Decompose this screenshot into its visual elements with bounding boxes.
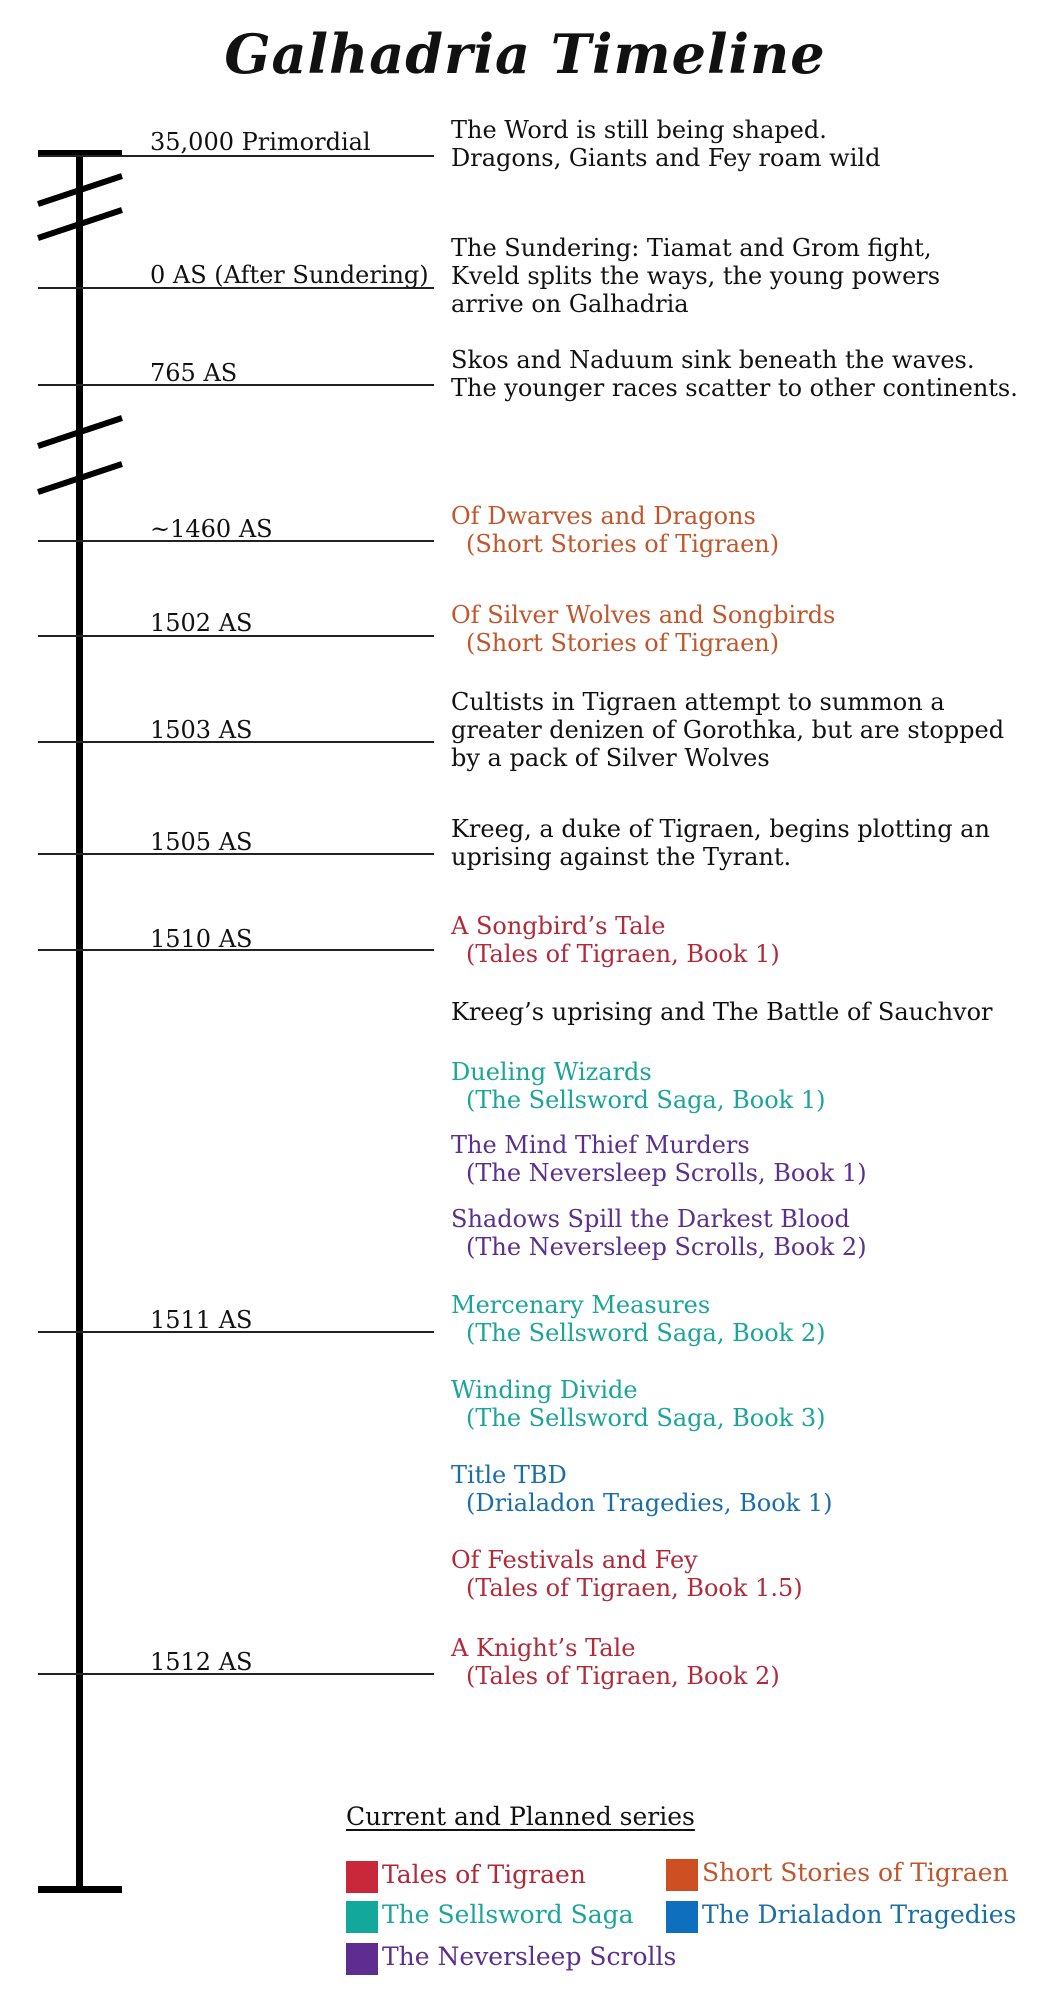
timeline-spine <box>76 150 83 1890</box>
event-line: The Sundering: Tiamat and Grom fight, <box>451 234 932 262</box>
legend-item-neversleep-scrolls <box>346 1941 676 1975</box>
date-label: 1510 AS <box>150 925 253 953</box>
event-series: (Tales of Tigraen, Book 1) <box>466 940 780 968</box>
legend-item-sellsword-saga <box>346 1899 634 1933</box>
event-winding-divide <box>451 1376 825 1432</box>
event-line: The younger races scatter to other continents. <box>451 374 1018 402</box>
event-title: The Mind Thief Murders <box>451 1131 750 1159</box>
event-title: A Knight’s Tale <box>451 1634 636 1662</box>
legend-item-drialadon-tragedies <box>666 1899 1016 1933</box>
event-line: Kveld splits the ways, the young powers <box>451 262 941 290</box>
event-title: Winding Divide <box>451 1376 638 1404</box>
legend-label: Short Stories of Tigraen <box>702 1858 1009 1887</box>
page-title: Galhadria Timeline <box>224 22 826 86</box>
event-line: greater denizen of Gorothka, but are stopped <box>451 716 1005 744</box>
event-of-festivals-and-fey <box>451 1546 803 1602</box>
event-title: Of Silver Wolves and Songbirds <box>451 601 836 629</box>
legend-heading: Current and Planned series <box>346 1802 695 1831</box>
legend-swatch <box>346 1861 378 1893</box>
date-label: 1505 AS <box>150 828 253 856</box>
date-label: ~1460 AS <box>150 515 273 543</box>
event-title: Title TBD <box>451 1461 567 1489</box>
event-series: (Drialadon Tragedies, Book 1) <box>466 1489 833 1517</box>
legend-item-tales-of-tigraen <box>346 1859 586 1893</box>
event-line: Cultists in Tigraen attempt to summon a <box>451 688 945 716</box>
event-line: arrive on Galhadria <box>451 290 689 318</box>
event-cultists <box>451 688 1004 772</box>
event-of-dwarves-and-dragons <box>451 502 779 558</box>
legend-swatch <box>666 1859 698 1891</box>
event-series: (The Neversleep Scrolls, Book 1) <box>466 1159 867 1187</box>
legend-swatch <box>346 1943 378 1975</box>
event-title-tbd <box>451 1461 832 1517</box>
event-series: (Short Stories of Tigraen) <box>466 530 780 558</box>
event-series: (The Sellsword Saga, Book 1) <box>466 1086 826 1114</box>
timeline-bottom-cap <box>38 1886 122 1893</box>
legend-label: The Neversleep Scrolls <box>382 1942 677 1971</box>
date-label: 1511 AS <box>150 1306 253 1334</box>
event-kreeg-plotting <box>451 815 990 871</box>
event-skos-naduum <box>451 346 1018 402</box>
date-label: 0 AS (After Sundering) <box>150 261 429 289</box>
event-primordial <box>451 116 880 172</box>
event-line: Kreeg, a duke of Tigraen, begins plotting an <box>451 815 990 843</box>
event-dueling-wizards <box>451 1058 825 1114</box>
event-of-silver-wolves-and-songbirds <box>451 601 835 657</box>
event-a-knights-tale <box>451 1634 780 1690</box>
event-line: Skos and Naduum sink beneath the waves. <box>451 346 975 374</box>
event-line: Dragons, Giants and Fey roam wild <box>451 144 881 172</box>
event-title: Of Festivals and Fey <box>451 1546 698 1574</box>
event-mercenary-measures <box>451 1291 825 1347</box>
event-line: The Word is still being shaped. <box>451 116 827 144</box>
date-label: 1503 AS <box>150 716 253 744</box>
event-title: Mercenary Measures <box>451 1291 711 1319</box>
event-kreegs-uprising <box>451 998 993 1026</box>
event-title: Shadows Spill the Darkest Blood <box>451 1205 850 1233</box>
event-a-songbirds-tale <box>451 912 780 968</box>
event-shadows-spill-the-darkest-blood <box>451 1205 867 1261</box>
event-line: Kreeg’s uprising and The Battle of Sauchvor <box>451 998 993 1026</box>
legend-item-short-stories-of-tigraen <box>666 1857 1009 1891</box>
event-line: uprising against the Tyrant. <box>451 843 792 871</box>
event-sundering <box>451 234 940 318</box>
date-label: 35,000 Primordial <box>150 128 371 156</box>
legend-swatch <box>346 1901 378 1933</box>
event-title: Of Dwarves and Dragons <box>451 502 756 530</box>
event-title: A Songbird’s Tale <box>451 912 666 940</box>
date-label: 765 AS <box>150 359 238 387</box>
event-series: (The Sellsword Saga, Book 2) <box>466 1319 826 1347</box>
event-series: (The Neversleep Scrolls, Book 2) <box>466 1233 867 1261</box>
date-label: 1512 AS <box>150 1648 253 1676</box>
event-series: (Tales of Tigraen, Book 2) <box>466 1662 780 1690</box>
event-series: (Short Stories of Tigraen) <box>466 629 780 657</box>
event-line: by a pack of Silver Wolves <box>451 744 770 772</box>
legend-label: The Sellsword Saga <box>382 1900 634 1929</box>
event-title: Dueling Wizards <box>451 1058 652 1086</box>
legend-label: Tales of Tigraen <box>382 1860 586 1889</box>
event-series: (The Sellsword Saga, Book 3) <box>466 1404 826 1432</box>
event-series: (Tales of Tigraen, Book 1.5) <box>466 1574 803 1602</box>
event-the-mind-thief-murders <box>451 1131 867 1187</box>
legend-swatch <box>666 1901 698 1933</box>
legend-label: The Drialadon Tragedies <box>702 1900 1017 1929</box>
date-label: 1502 AS <box>150 609 253 637</box>
